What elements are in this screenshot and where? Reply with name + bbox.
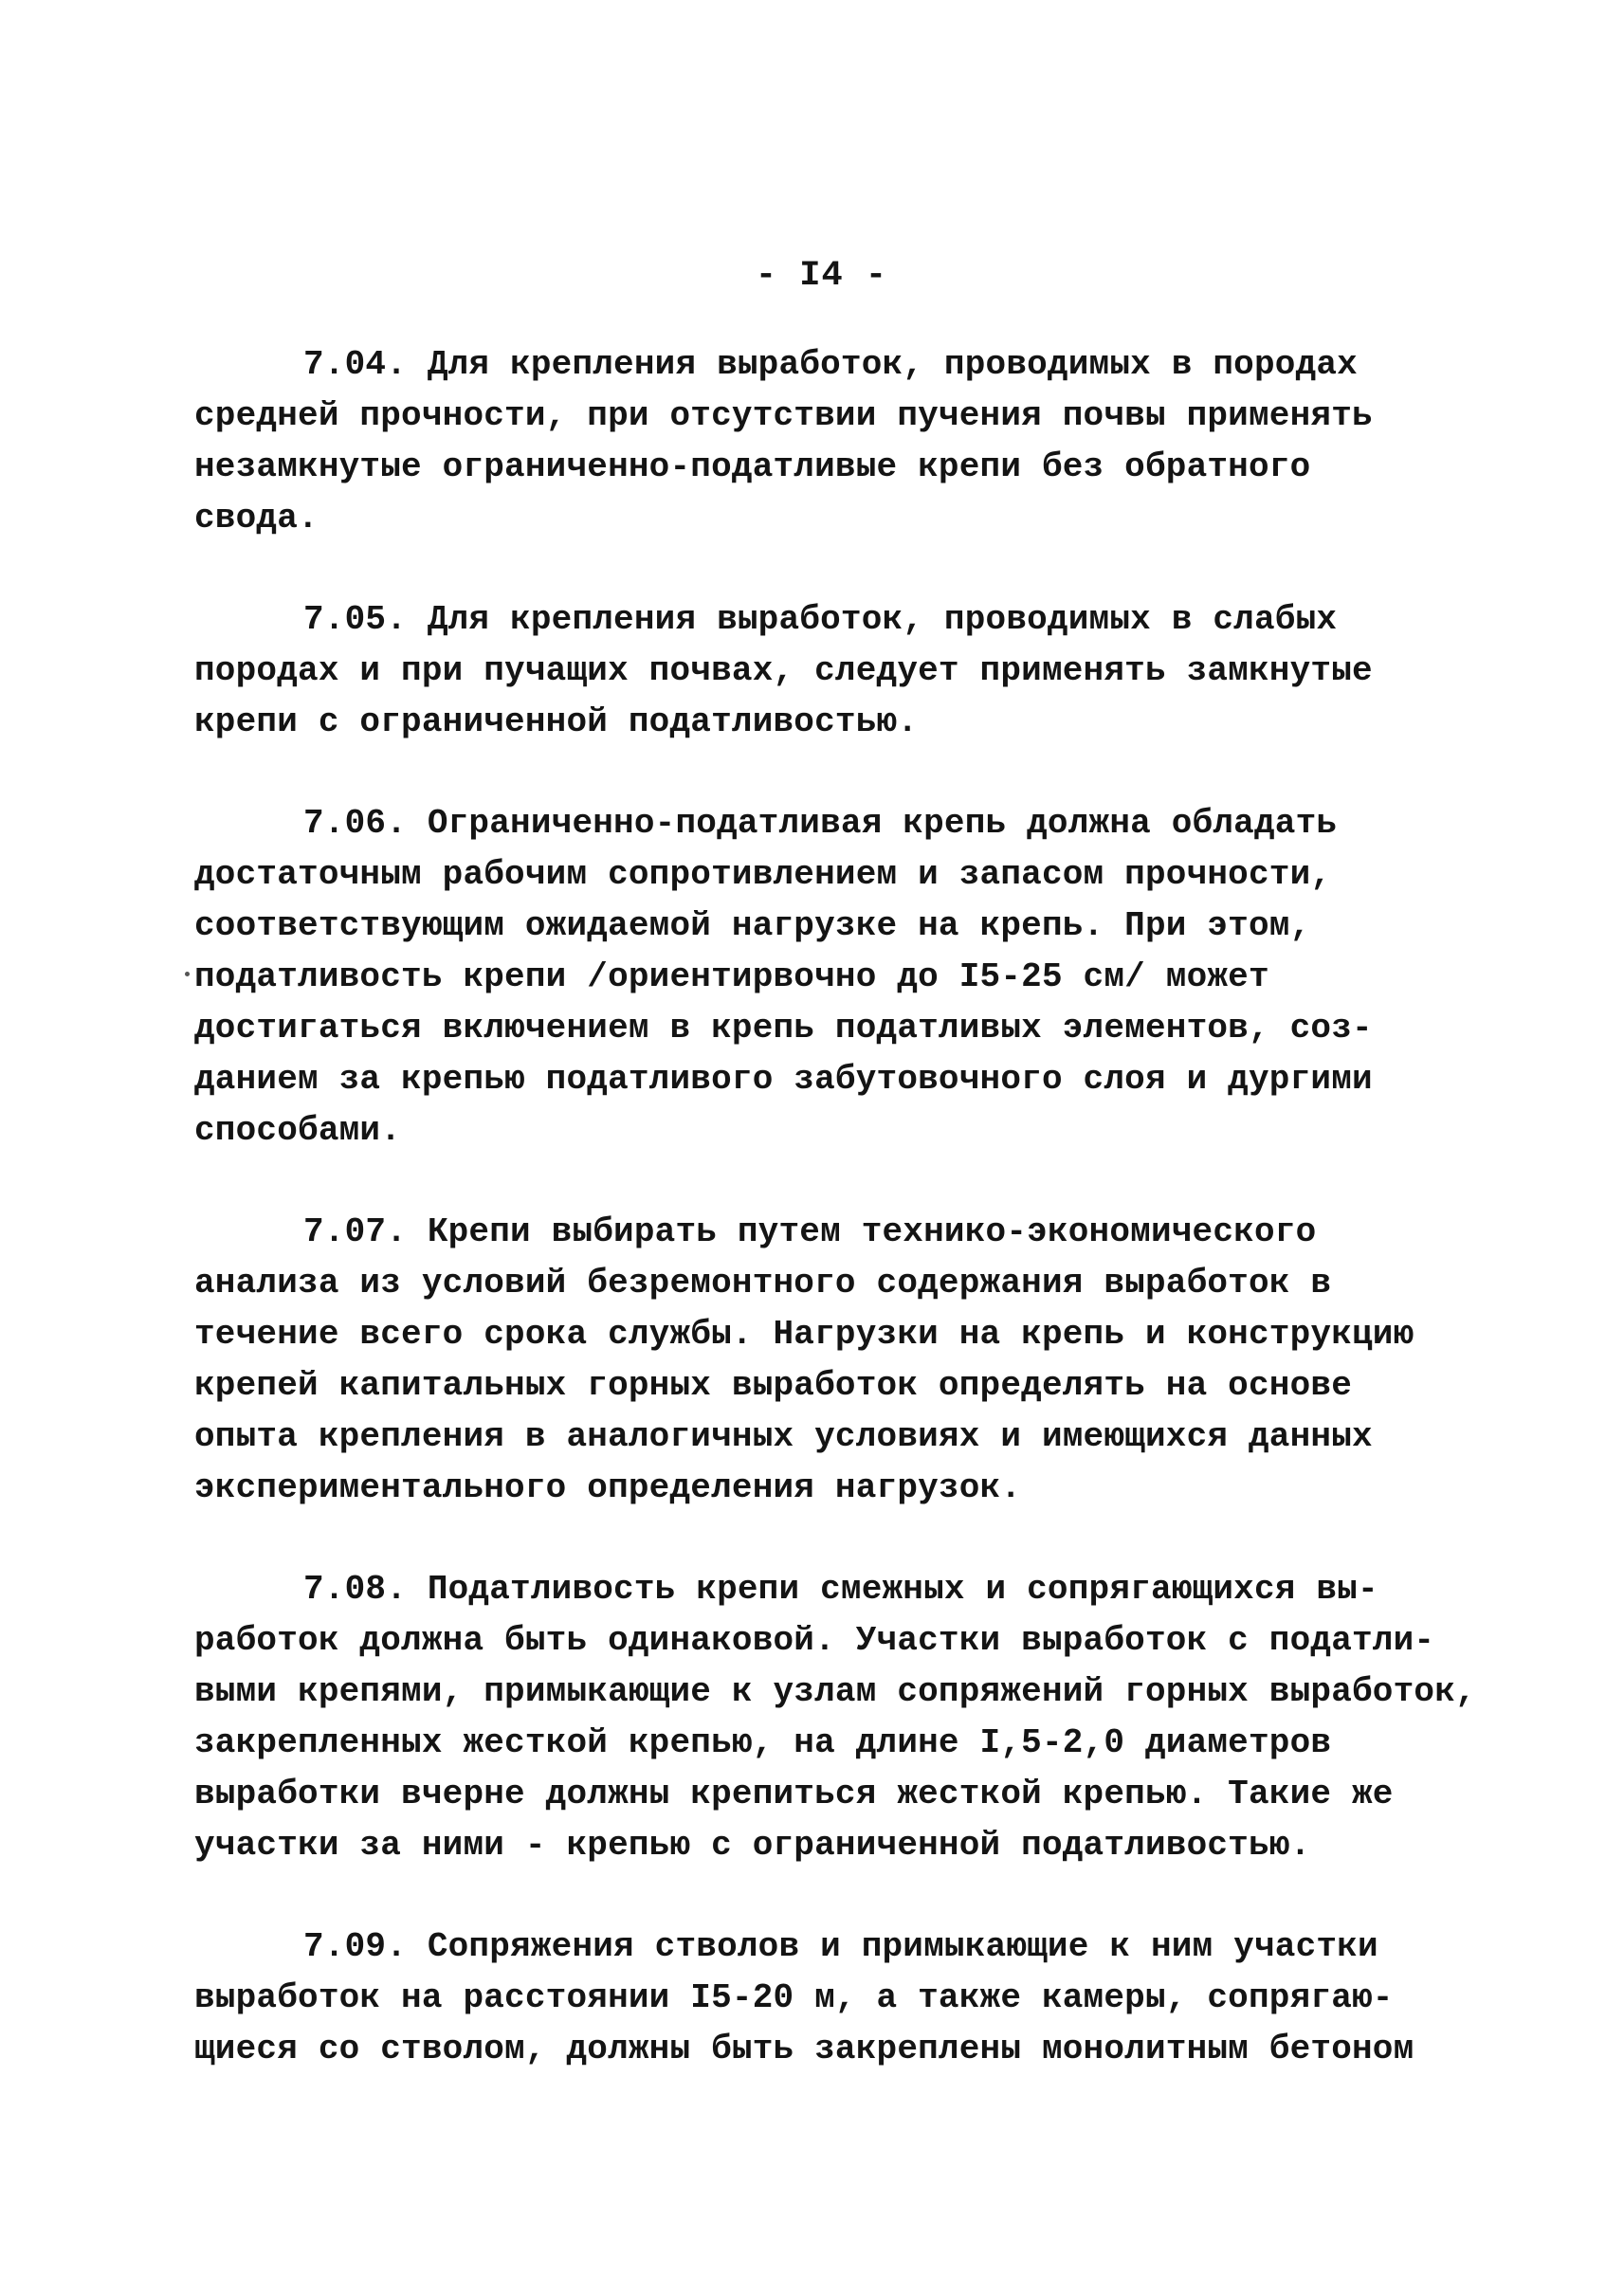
- paragraph-7-06: [194, 798, 1436, 1157]
- text-line: крепей капитальных горных выработок определять на основе: [194, 1366, 1352, 1405]
- text-line: щиеся со стволом, должны быть закреплены монолитным бетоном: [194, 2030, 1414, 2068]
- paragraph-7-04: [194, 339, 1436, 544]
- text-line: породах и при пучащих почвах, следует применять замкнутые: [194, 651, 1373, 690]
- text-line: соответствующим ожидаемой нагрузке на крепь. При этом,: [194, 906, 1311, 945]
- text-line: участки за ними - крепью с ограниченной податливостью.: [194, 1826, 1311, 1865]
- text-line: выработки вчерне должны крепиться жесткой крепью. Такие же: [194, 1775, 1394, 1813]
- paragraph-7-08: [194, 1564, 1476, 1871]
- text-line: течение всего срока службы. Нагрузки на крепь и конструкцию: [194, 1315, 1414, 1354]
- text-line: 7.09. Сопряжения стволов и примыкающие к ним участки: [303, 1927, 1378, 1966]
- text-line: 7.04. Для крепления выработок, проводимых в породах: [303, 345, 1358, 384]
- paragraph-7-09: [194, 1922, 1436, 2075]
- text-line: крепи с ограниченной податливостью.: [194, 702, 919, 741]
- text-line: 7.06. Ограниченно-податливая крепь должна обладать: [303, 804, 1338, 843]
- paragraph-7-07: [194, 1207, 1436, 1514]
- text-line: опыта крепления в аналогичных условиях и имеющихся данных: [194, 1417, 1373, 1456]
- text-line: данием за крепью податливого забутовочного слоя и дургими: [194, 1060, 1373, 1099]
- document-body: [194, 339, 1476, 2125]
- text-line: экспериментального определения нагрузок.: [194, 1468, 1022, 1507]
- text-line: 7.05. Для крепления выработок, проводимых в слабых: [303, 600, 1338, 639]
- text-line: незамкнутые ограниченно-податливые крепи без обратного: [194, 447, 1311, 486]
- text-line: работок должна быть одинаковой. Участки выработок с податли-: [194, 1621, 1435, 1660]
- text-line: податливость крепи /ориентирвочно до I5-25 см/ может: [194, 957, 1269, 996]
- page-number: - I4 -: [755, 256, 888, 296]
- text-line: выми крепями, примыкающие к узлам сопряжений горных выработок,: [194, 1672, 1476, 1711]
- paragraph-7-05: [194, 594, 1436, 748]
- text-line: средней прочности, при отсутствии пучения почвы применять: [194, 396, 1373, 435]
- text-line: свода.: [194, 499, 319, 537]
- text-line: 7.08. Податливость крепи смежных и сопрягающихся вы-: [303, 1570, 1378, 1609]
- text-line: способами.: [194, 1111, 402, 1150]
- text-line: выработок на расстоянии I5-20 м, а также камеры, сопрягаю-: [194, 1978, 1394, 2017]
- text-line: закрепленных жесткой крепью, на длине I,5-2,0 диаметров: [194, 1723, 1332, 1762]
- text-line: достаточным рабочим сопротивлением и запасом прочности,: [194, 855, 1332, 894]
- text-line: 7.07. Крепи выбирать путем технико-экономического: [303, 1212, 1317, 1251]
- text-line: анализа из условий безремонтного содержания выработок в: [194, 1264, 1332, 1302]
- text-line: достигаться включением в крепь податливых элементов, соз-: [194, 1009, 1373, 1047]
- scan-speck: [185, 972, 190, 976]
